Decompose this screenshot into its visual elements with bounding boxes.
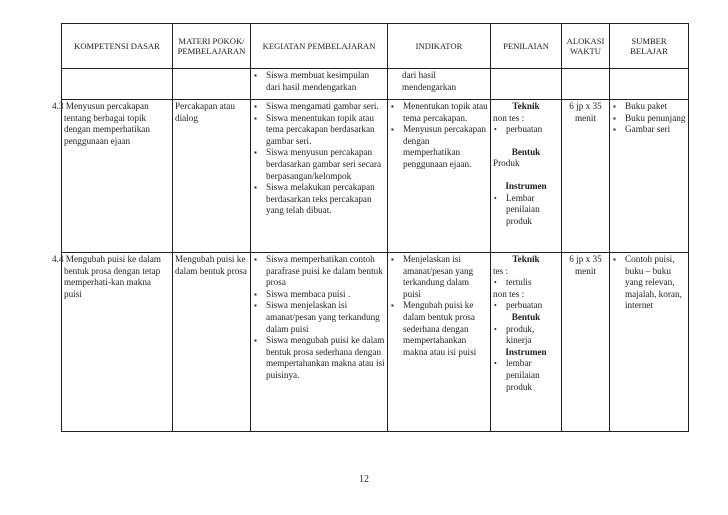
list-item: ▪ Siswa menyusun percakapan berdasarkan gambar seri secara berpasangan/kelompok — [254, 147, 382, 181]
cell-alokasi — [562, 69, 610, 100]
instrumen-label: Instrumen — [505, 180, 547, 191]
bentuk-label: Bentuk — [511, 146, 541, 157]
list-item: ▪ Menyusun percakapan dengan memperhatikan penggunaan ejaan. — [391, 124, 486, 169]
cell-indikator — [388, 253, 491, 432]
cell-kd: 4.4 Mengubah puisi ke dalam bentuk prosa dengan tetap memperhati-kan makna puisi — [62, 253, 173, 432]
list-item: ▪ Siswa mengamati gambar seri. — [254, 101, 379, 111]
bullet-icon: ▪ — [254, 113, 257, 123]
cell-materi: Mengubah puisi ke dalam bentuk prosa — [173, 253, 251, 432]
cell-materi: Percakapan atau dialog — [173, 100, 251, 253]
instrumen-label: Instrumen — [505, 346, 547, 357]
list-item: • Lembar penilaian produk — [494, 192, 540, 226]
cell-indikator — [388, 100, 491, 253]
cell-penilaian — [491, 253, 562, 432]
list-item: ▪ Gambar seri — [613, 124, 671, 135]
list-item: ▪ Siswa melakukan percakapan berdasarkan teks percakapan yang telah dibuat. — [254, 182, 375, 216]
cell-penilaian — [491, 69, 562, 100]
list-item: • perbuatan — [494, 300, 543, 311]
cell-kd: 4.3 Menyusun percakapan tentang berbagai topik dengan memperhatikan penggunaan ejaan — [62, 100, 173, 253]
cell-kegiatan — [251, 253, 388, 432]
bullet-icon: ▪ — [254, 336, 257, 346]
bullet-icon: ▪ — [613, 255, 616, 264]
header-sumber-belajar: SUMBER BELAJAR — [610, 24, 689, 69]
cell-alokasi: 6 jp x 35 menit — [562, 100, 610, 253]
bentuk-label: Bentuk — [511, 311, 541, 322]
bullet-icon: • — [494, 278, 497, 288]
table-row — [62, 100, 689, 253]
teknik-value: non tes : — [493, 112, 525, 123]
bullet-icon: ▪ — [254, 183, 257, 193]
bullet-icon: ▪ — [613, 125, 616, 135]
bullet-icon: • — [494, 125, 497, 135]
bullet-icon: ▪ — [613, 113, 616, 123]
list-item: ▪ Mengubah puisi ke dalam bentuk prosa sederhana dengan mempertahankan makna atau isi puisi — [391, 300, 477, 357]
header-indikator: INDIKATOR — [388, 24, 491, 69]
list-item: ▪ Menentukan topik atau tema percakapan. — [391, 101, 488, 123]
cell-indikator: dari hasil mendengarkan — [388, 69, 491, 100]
teknik-line: non tes : — [493, 288, 525, 299]
list-item: • produk, kinerja — [494, 323, 535, 346]
bullet-icon: ▪ — [254, 255, 257, 264]
bullet-icon: ▪ — [254, 148, 257, 158]
list-item: ▪ Menjelaskan isi amanat/pesan yang terkandung dalam puisi — [391, 254, 474, 299]
teknik-label: Teknik — [512, 101, 540, 111]
header-alokasi-waktu: ALOKASI WAKTU — [562, 24, 610, 69]
cell-sumber — [610, 253, 689, 432]
bullet-icon: ▪ — [391, 125, 394, 135]
header-penilaian: PENILAIAN — [491, 24, 562, 69]
list-item: ▪ Contoh puisi, buku – buku yang relevan, majalah, koran, internet — [613, 254, 682, 311]
bullet-icon: ▪ — [391, 255, 394, 264]
list-item: ▪ Siswa menjelaskan isi amanat/pesan yang terkandung dalam puisi — [254, 300, 380, 334]
list-item: ▪ Siswa menentukan topik atau tema percakapan berdasarkan gambar seri. — [254, 112, 375, 146]
bullet-icon: ▪ — [391, 102, 394, 111]
bullet-icon: ▪ — [254, 102, 257, 111]
teknik-line: tes : — [493, 265, 509, 276]
list-item: ▪ Siswa membuat kesimpulan dari hasil mendengarkan — [254, 70, 370, 92]
table-row — [62, 69, 689, 100]
teknik-label: Teknik — [512, 254, 540, 264]
list-item: ▪ Buku penunjang — [613, 112, 686, 123]
cell-alokasi: 6 jp x 35 menit — [562, 253, 610, 432]
bullet-icon: • — [494, 193, 497, 203]
bullet-icon: ▪ — [391, 301, 394, 311]
bullet-icon: • — [494, 301, 497, 311]
list-item: • tertulis — [494, 277, 532, 288]
table-row — [62, 253, 689, 432]
bullet-icon: ▪ — [613, 102, 616, 111]
cell-penilaian — [491, 100, 562, 253]
cell-kd — [62, 69, 173, 100]
header-kegiatan: KEGIATAN PEMBELAJARAN — [251, 24, 388, 69]
list-item: ▪ Siswa memperhatikan contoh parafrase puisi ke dalam bentuk prosa — [254, 254, 383, 288]
bullet-icon: ▪ — [254, 301, 257, 311]
cell-kegiatan — [251, 100, 388, 253]
header-materi-pokok: MATERI POKOK/ PEMBELAJARAN — [173, 24, 251, 69]
list-item: ▪ Buku paket — [613, 101, 668, 111]
cell-sumber — [610, 69, 689, 100]
page-number: 12 — [359, 474, 369, 485]
bullet-icon: • — [494, 324, 497, 334]
list-item: • lembar penilaian produk — [494, 358, 540, 392]
bullet-icon: ▪ — [254, 289, 257, 299]
cell-kegiatan — [251, 69, 388, 100]
bullet-icon: • — [494, 359, 497, 369]
header-row — [62, 24, 689, 69]
bentuk-value: Produk — [493, 158, 520, 169]
header-kompetensi-dasar: KOMPETENSI DASAR — [62, 24, 173, 69]
syllabus-table — [52, 23, 689, 432]
bullet-icon: ▪ — [254, 71, 257, 80]
list-item: • perbuatan — [494, 124, 543, 135]
list-item: ▪ Siswa membaca puisi . — [254, 288, 351, 299]
cell-materi — [173, 69, 251, 100]
cell-sumber — [610, 100, 689, 253]
list-item: ▪ Siswa mengubah puisi ke dalam bentuk prosa sederhana dengan mempertahankan makna atau isi puisinya. — [254, 335, 385, 380]
